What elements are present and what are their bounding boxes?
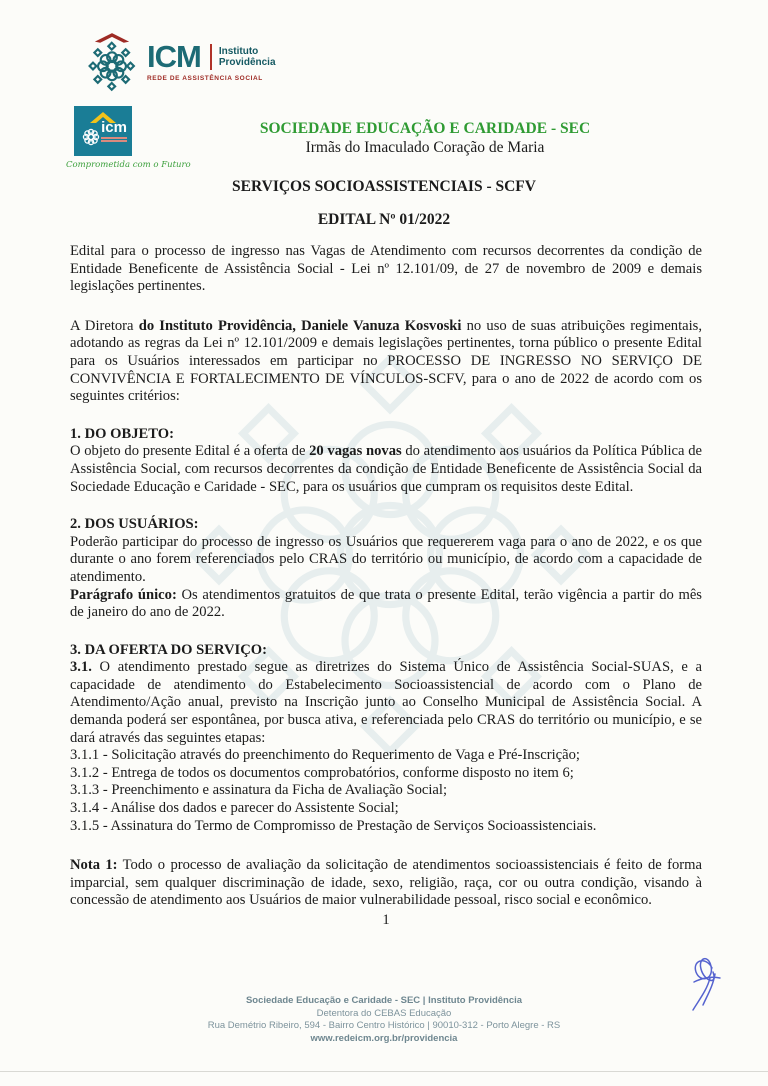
sec-logo-wordmark: icm	[101, 119, 127, 136]
steps-list	[70, 747, 702, 835]
preamble-paragraph	[70, 318, 702, 406]
logo-divider	[210, 44, 212, 70]
document-body	[70, 243, 702, 930]
footer-line-1: Sociedade Educação e Caridade - SEC | Instituto Providência	[245, 995, 523, 1006]
scan-edge-line	[0, 1071, 768, 1072]
sec-logo-tagline: Comprometida com o Futuro	[66, 160, 191, 170]
preamble-pre-text: A Diretora	[70, 317, 139, 334]
sec-icm-logo	[66, 106, 191, 170]
rede-assistencia-label: REDE DE ASSISTÊNCIA SOCIAL	[147, 75, 263, 82]
preamble-bold-text: do Instituto Providência, Daniele Vanuza Kosvoski	[138, 317, 462, 334]
step-item: 3.1.4 - Análise dos dados e parecer do Assistente Social;	[70, 800, 399, 817]
preamble-post-text: no uso de suas atribuições regimentais, adotando as regras da Lei nº 12.101/2009 e demais legislações pertinentes, torna público o presente Edital para os Usuários interessados em participar no PROCESSO DE INGRESSO NO SERVIÇO DE CONVIVÊNCIA E FORTALECIMENTO DE VÍNCULOS-SCFV, para o ano de 2022 de acordo com os seguintes critérios:	[70, 317, 703, 405]
org-subtitle: Irmãs do Imaculado Coração de Maria	[305, 139, 545, 156]
edital-title: EDITAL Nº 01/2022	[317, 211, 451, 228]
section-3-heading: 3. DA OFERTA DO SERVIÇO:	[70, 641, 267, 658]
paragrafo-unico-bold-text: Parágrafo único:	[70, 586, 177, 603]
section-1-post-text: do atendimento aos usuários da Política Pública de Assistência Social, com recursos decorrentes da condição de Entidade Beneficente de Assistência Social da Sociedade Educação e Caridade - SEC, para os usuários que cumpram os requisitos deste Edital.	[70, 443, 702, 495]
footer-line-2: Detentora do CEBAS Educação	[316, 1007, 452, 1019]
sec-logo-square	[74, 106, 132, 156]
step-item: 3.1.2 - Entrega de todos os documentos comprobatórios, conforme disposto no item 6;	[70, 764, 574, 781]
page-number: 1	[382, 912, 390, 928]
icm-rosette-icon	[85, 32, 139, 92]
section-1-body	[70, 443, 702, 496]
step-item: 3.1.1 - Solicitação através do preenchimento do Requerimento de Vaga e Pré-Inscrição;	[70, 747, 580, 764]
section-3-1-bold-text: 3.1.	[70, 659, 92, 676]
org-heading	[190, 119, 660, 157]
section-1-pre-text: O objeto do presente Edital é a oferta de	[70, 443, 310, 460]
section-2-body: Poderão participar do processo de ingresso os Usuários que requererem vaga para o ano de 2022, e os que durante o ano forem referenciados pelo CRAS do território ou município, de acordo com a capacidade de atendimento.	[70, 533, 702, 585]
step-item: 3.1.3 - Preenchimento e assinatura da Ficha de Avaliação Social;	[70, 782, 448, 799]
service-title: SERVIÇOS SOCIOASSISTENCIAIS - SCFV	[232, 178, 536, 195]
nota-1-bold-text: Nota 1:	[70, 857, 118, 874]
paragrafo-unico-text: Os atendimentos gratuitos de que trata o presente Edital, terão vigência a partir do mês de janeiro do ano de 2022.	[70, 586, 702, 621]
footer-line-3: Rua Demétrio Ribeiro, 594 - Bairro Centro Histórico | 90010-312 - Porto Alegre - RS	[207, 1020, 561, 1031]
paragrafo-unico	[70, 587, 702, 622]
nota-1-text: Todo o processo de avaliação da solicitação de atendimentos socioassistenciais é feito de forma imparcial, sem qualquer discriminação de idade, sexo, religião, raça, cor ou outra condição, visando à concessão de atendimento aos Usuários de maior vulnerabilidade pessoal, risco social e econômico.	[70, 857, 702, 909]
section-3-1-body	[70, 659, 702, 747]
section-1-heading: 1. DO OBJETO:	[70, 425, 174, 442]
step-item: 3.1.5 - Assinatura do Termo de Compromisso de Prestação de Serviços Socioassistenciais.	[70, 817, 597, 834]
intro-paragraph: Edital para o processo de ingresso nas Vagas de Atendimento com recursos decorrentes da condição de Entidade Beneficente de Assistência Social - Lei nº 12.101/09, de 27 de novembro de 2009 e demais legislações pertinentes.	[70, 243, 702, 295]
icm-rede-logo	[85, 32, 276, 92]
section-1-bold-text: 20 vagas novas	[309, 443, 402, 460]
icm-wordmark: ICM	[147, 39, 201, 74]
footer	[0, 995, 768, 1045]
crown-icon	[95, 33, 129, 43]
instituto-providencia-label: Instituto Providência	[218, 46, 276, 68]
section-2-heading: 2. DOS USUÁRIOS:	[70, 516, 199, 533]
sec-logo-smallprint	[101, 137, 127, 143]
org-name: SOCIEDADE EDUCAÇÃO E CARIDADE - SEC	[259, 120, 591, 137]
footer-line-4: www.redeicm.org.br/providencia	[310, 1032, 458, 1044]
nota-1-paragraph	[70, 857, 702, 910]
section-3-1-text: O atendimento prestado segue as diretrizes do Sistema Único de Assistência Social-SUAS, e a capacidade de atendimento do Estabelecimento Socioassistencial de acordo com o Plano de Atendimento/Ação anual, previsto na Inscrição junto ao Conselho Municipal de Assistência Social. A demanda poderá ser espontânea, por busca ativa, e referenciada pelo CRAS do território ou município, e se dará através das seguintes etapas:	[70, 659, 702, 746]
